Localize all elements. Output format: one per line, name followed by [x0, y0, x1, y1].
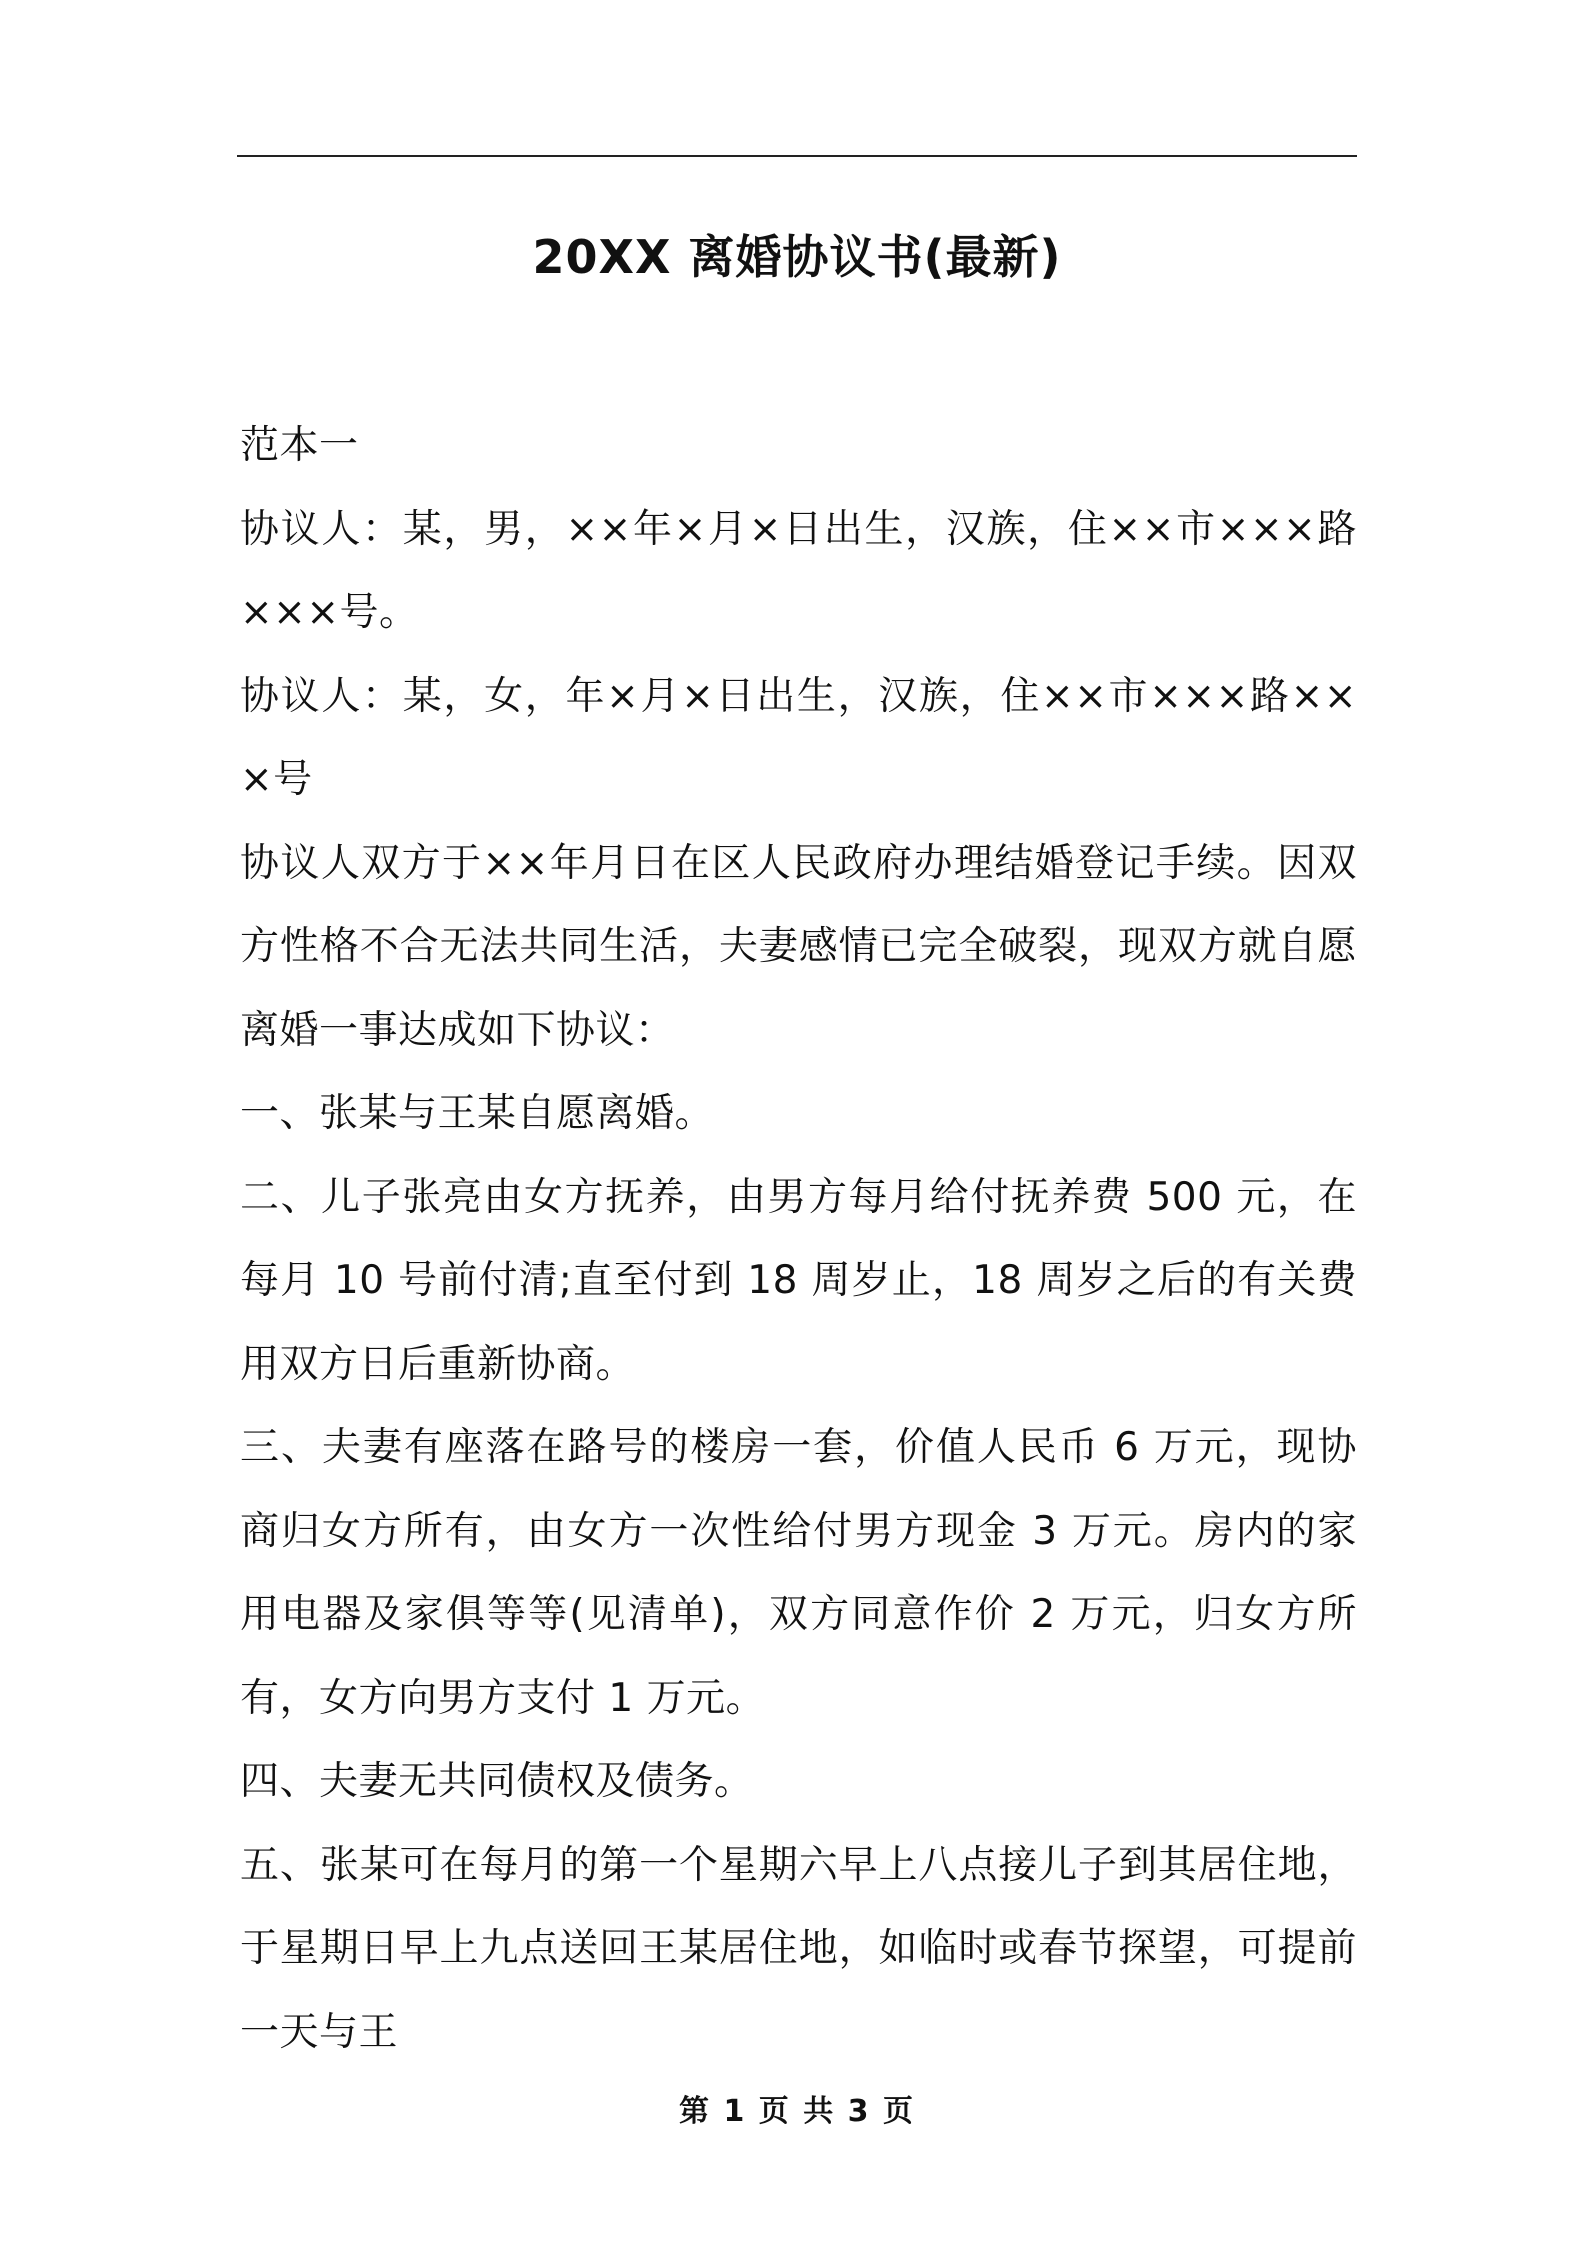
paragraph-clause-1: 一、张某与王某自愿离婚。: [240, 1091, 715, 1136]
document-title: 20XX 离婚协议书(最新): [532, 230, 1062, 284]
paragraph-template-label: 范本一: [240, 423, 359, 468]
document-body: [240, 404, 1357, 2074]
paragraph-clause-2: 二、儿子张亮由女方抚养，由男方每月给付抚养费 500 元，在每月 10 号前付清;直至付到 18 周岁止，18 周岁之后的有关费用双方日后重新协商。: [240, 1174, 1357, 1387]
paragraph-clause-5: 五、张某可在每月的第一个星期六早上八点接儿子到其居住地，于星期日早上九点送回王某居住地，如临时或春节探望，可提前一天与王: [240, 1842, 1357, 2055]
page-footer: 第 1 页 共 3 页: [679, 2094, 915, 2129]
paragraph-party-male: 协议人：某，男，××年×月×日出生，汉族，住××市×××路×××号。: [240, 506, 1357, 635]
paragraph-party-female: 协议人：某，女，年×月×日出生，汉族，住××市×××路×××号: [240, 673, 1357, 802]
header-rule: [237, 155, 1357, 157]
paragraph-clause-4: 四、夫妻无共同债权及债务。: [240, 1759, 754, 1804]
paragraph-clause-3: 三、夫妻有座落在路号的楼房一套，价值人民币 6 万元，现协商归女方所有，由女方一次性给付男方现金 3 万元。房内的家用电器及家俱等等(见清单)，双方同意作价 2 万元，归女方所有，女方向男方支付 1 万元。: [240, 1425, 1357, 1721]
paragraph-preamble: 协议人双方于××年月日在区人民政府办理结婚登记手续。因双方性格不合无法共同生活，夫妻感情已完全破裂，现双方就自愿离婚一事达成如下协议：: [240, 840, 1357, 1053]
